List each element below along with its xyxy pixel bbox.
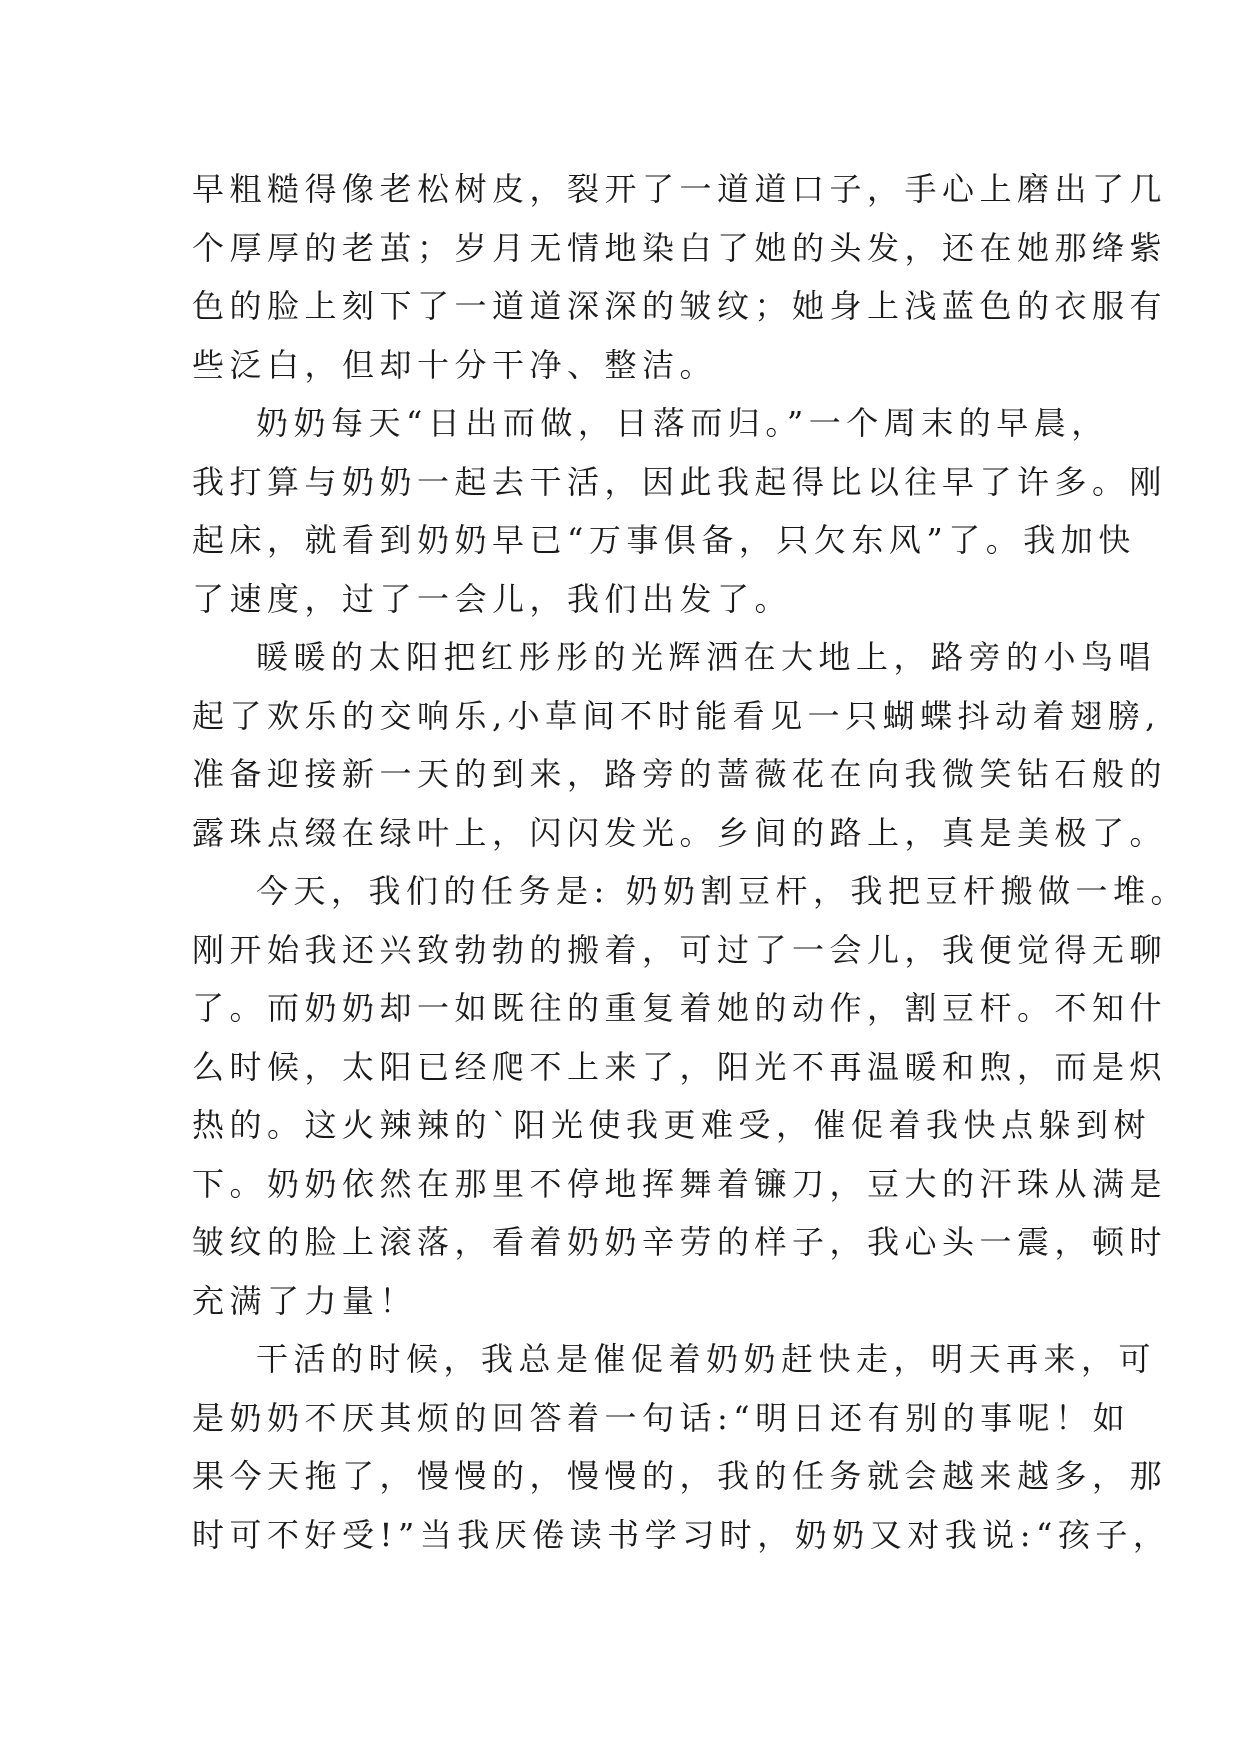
paragraph-first-line: 今天，我们的任务是: 奶奶割豆杆，我把豆杆搬做一堆。 — [256, 872, 1188, 910]
text-line: 果今天拖了，慢慢的，慢慢的，我的任务就会越来越多，那 — [192, 1457, 1168, 1495]
text-line: 起了欢乐的交响乐,小草间不时能看见一只蝴蝶抖动着翅膀, — [192, 696, 1161, 735]
paragraph-first-line: 奶奶每天“日出而做，日落而归。”一个周末的早晨， — [256, 404, 1109, 442]
paragraph-first-line: 暖暖的太阳把红彤彤的光辉洒在大地上，路旁的小鸟唱 — [256, 638, 1157, 676]
text-line: 露珠点缀在绿叶上，闪闪发光。乡间的路上，真是美极了。 — [192, 813, 1168, 852]
text-line: 皱纹的脸上滚落，看着奶奶辛劳的样子，我心头一震，顿时 — [192, 1223, 1168, 1261]
text-line: 些泛白，但却十分干净、整洁。 — [192, 345, 718, 384]
text-line: 我打算与奶奶一起去干活，因此我起得比以往早了许多。刚 — [192, 462, 1168, 501]
text-line: 热的。这火辣辣的`阳光使我更难受，催促着我快点躲到树 — [192, 1106, 1152, 1144]
text-line: 个厚厚的老茧；岁月无情地染白了她的头发，还在她那绛紫 — [192, 228, 1168, 267]
text-line: 时可不好受!”当我厌倦读书学习时，奶奶又对我说:“孩子， — [192, 1515, 1171, 1554]
text-line: 早粗糙得像老松树皮，裂开了一道道口子，手心上磨出了几 — [192, 170, 1168, 208]
text-line: 是奶奶不厌其烦的回答着一句话:“明日还有别的事呢！如 — [192, 1398, 1131, 1437]
text-line: 么时候，太阳已经爬不上来了，阳光不再温暖和煦，而是炽 — [192, 1047, 1168, 1086]
text-line: 起床，就看到奶奶早已“万事俱备，只欠东风”了。我加快 — [192, 521, 1136, 559]
text-line: 了。而奶奶却一如既往的重复着她的动作，割豆杆。不知什 — [192, 989, 1168, 1027]
text-line: 刚开始我还兴致勃勃的搬着，可过了一会儿，我便觉得无聊 — [192, 930, 1168, 969]
body-text — [192, 160, 1188, 1564]
text-line: 充满了力量！ — [192, 1281, 418, 1320]
text-line: 下。奶奶依然在那里不停地挥舞着镰刀，豆大的汗珠从满是 — [192, 1164, 1168, 1203]
paragraph-first-line: 干活的时候，我总是催促着奶奶赶快走，明天再来，可 — [256, 1340, 1157, 1378]
text-line: 准备迎接新一天的到来，路旁的蔷薇花在向我微笑钻石般的 — [192, 755, 1168, 793]
text-line: 色的脸上刻下了一道道深深的皱纹；她身上浅蓝色的衣服有 — [192, 287, 1168, 325]
text-line: 了速度，过了一会儿，我们出发了。 — [192, 579, 793, 618]
